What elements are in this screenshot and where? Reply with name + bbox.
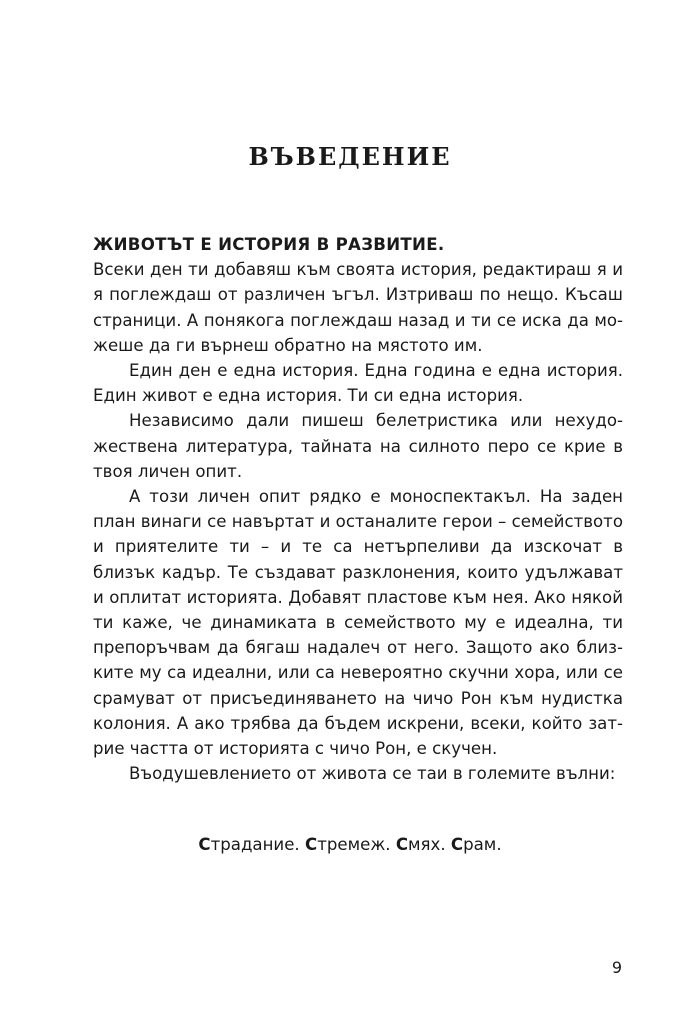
emphasis-word: Срам. [450, 835, 502, 854]
paragraph-5: Въодушевлението от живота се таи в големите вълни: [129, 764, 616, 784]
emphasis-word: Стремеж. [305, 835, 391, 854]
body-text [93, 232, 623, 786]
chapter-title: ВЪВЕДЕНИЕ [248, 142, 452, 171]
emphasis-line [0, 835, 700, 854]
page-number: 9 [611, 958, 622, 977]
emphasis-word: Смях. [395, 835, 446, 854]
paragraph-4: А този личен опит рядко е моноспектакъл. На заден план винаги се навъртат и останалите герои – семейството и приятелите ти – и те са нетърпеливи да изскочат в близък кадър. Те създават разклонения, които удължават и оплитат историята. Добавят пластове към нея. Ако някой ти каже, че динамиката в семейството му е идеална, ти препоръчвам да бягаш надалеч от него. Защото ако близките му са идеални, или са невероятно скучни хора, или се срамуват от присъединяването на чичо Рон към нудистка колония. А ако трябва да бъдем искрени, всеки, който затрие частта от историята с чичо Рон, е скучен. [93, 487, 623, 759]
lead-heading: ЖИВОТЪТ Е ИСТОРИЯ В РАЗВИТИЕ. [93, 235, 445, 254]
paragraph-3: Независимо дали пишеш белетристика или нехудожествена литература, тайната на силното перо се крие в твоя личен опит. [93, 411, 623, 481]
paragraph-1: Всеки ден ти добавяш към своята история, редактираш я и я поглеждаш от различен ъгъл. Изтриваш по нещо. Късаш страници. А понякога поглеждаш назад и ти се иска да можеше да ги върнеш обратно на мястото им. [93, 260, 623, 355]
paragraph-2: Един ден е една история. Една година е една история. Един живот е една история. Ти си една история. [93, 361, 623, 406]
emphasis-word: Страдание. [198, 835, 300, 854]
